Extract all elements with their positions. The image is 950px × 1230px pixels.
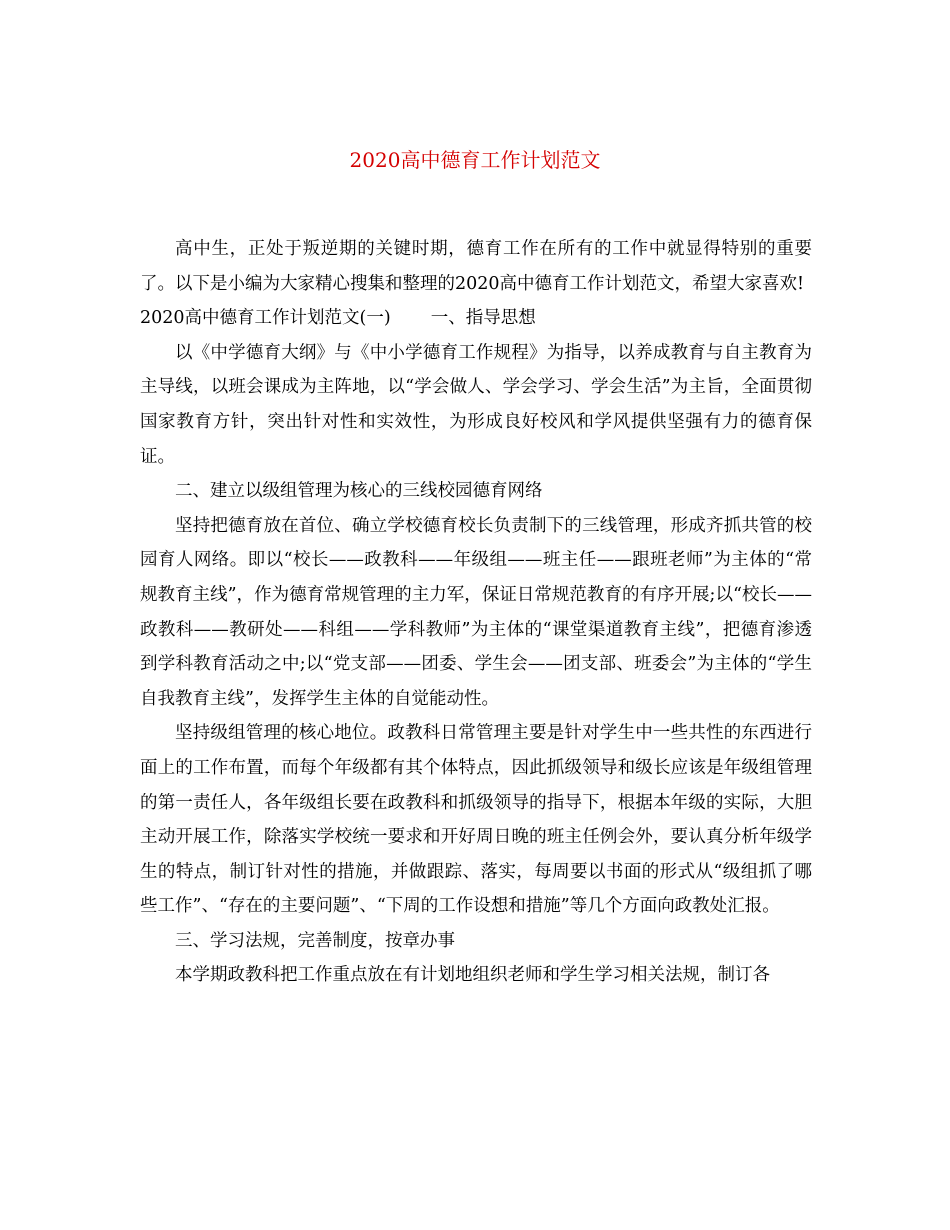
document-body [140, 232, 812, 993]
section1-subheading: 一、指导思想 [430, 308, 536, 329]
section-heading-line [140, 301, 812, 336]
section3-heading: 三、学习法规，完善制度，按章办事 [175, 930, 455, 951]
grade-management-paragraph: 坚持级组管理的核心地位。政教科日常管理主要是针对学生中一些共性的东西进行面上的工作布置，而每个年级都有其个体特点，因此抓级领导和级长应该是年级组管理的第一责任人，各年级组长要在政教科和抓级领导的指导下，根据本年级的实际，大胆主动开展工作，除落实学校统一要求和开好周日晚的班主任例会外，要认真分析年级学生的特点，制订针对性的措施，并做跟踪、落实，每周要以书面的形式从“级组抓了哪些工作”、“存在的主要问题”、“下周的工作设想和措施”等几个方面向政教处汇报。 [140, 723, 812, 917]
document-title: 2020高中德育工作计划范文 [349, 148, 601, 172]
guiding-ideology-paragraph: 以《中学德育大纲》与《中小学德育工作规程》为指导，以养成教育与自主教育为主导线，以班会课成为主阵地，以“学会做人、学会学习、学会生活”为主旨，全面贯彻国家教育方针，突出针对性和实效性，为形成良好校风和学风提供坚强有力的德育保证。 [140, 342, 812, 467]
section2-heading: 二、建立以级组管理为核心的三线校园德育网络 [175, 481, 543, 502]
network-paragraph: 坚持把德育放在首位、确立学校德育校长负责制下的三线管理，形成齐抓共管的校园育人网络。即以“校长——政教科——年级组——班主任——跟班老师”为主体的“常规教育主线”，作为德育常规管理的主力军，保证日常规范教育的有序开展;以“校长——政教科——教研处——科组——学科教师”为主体的“课堂渠道教育主线”，把德育渗透到学科教育活动之中;以“党支部——团委、学生会——团支部、班委会”为主体的“学生自我教育主线”，发挥学生主体的自觉能动性。 [140, 515, 812, 709]
section1-heading: 2020高中德育工作计划范文(一) [140, 308, 391, 329]
intro-paragraph: 高中生，正处于叛逆期的关键时期，德育工作在所有的工作中就显得特别的重要了。以下是小编为大家精心搜集和整理的2020高中德育工作计划范文，希望大家喜欢! [140, 239, 812, 294]
regulations-paragraph: 本学期政教科把工作重点放在有计划地组织老师和学生学习相关法规，制订各 [175, 965, 770, 986]
